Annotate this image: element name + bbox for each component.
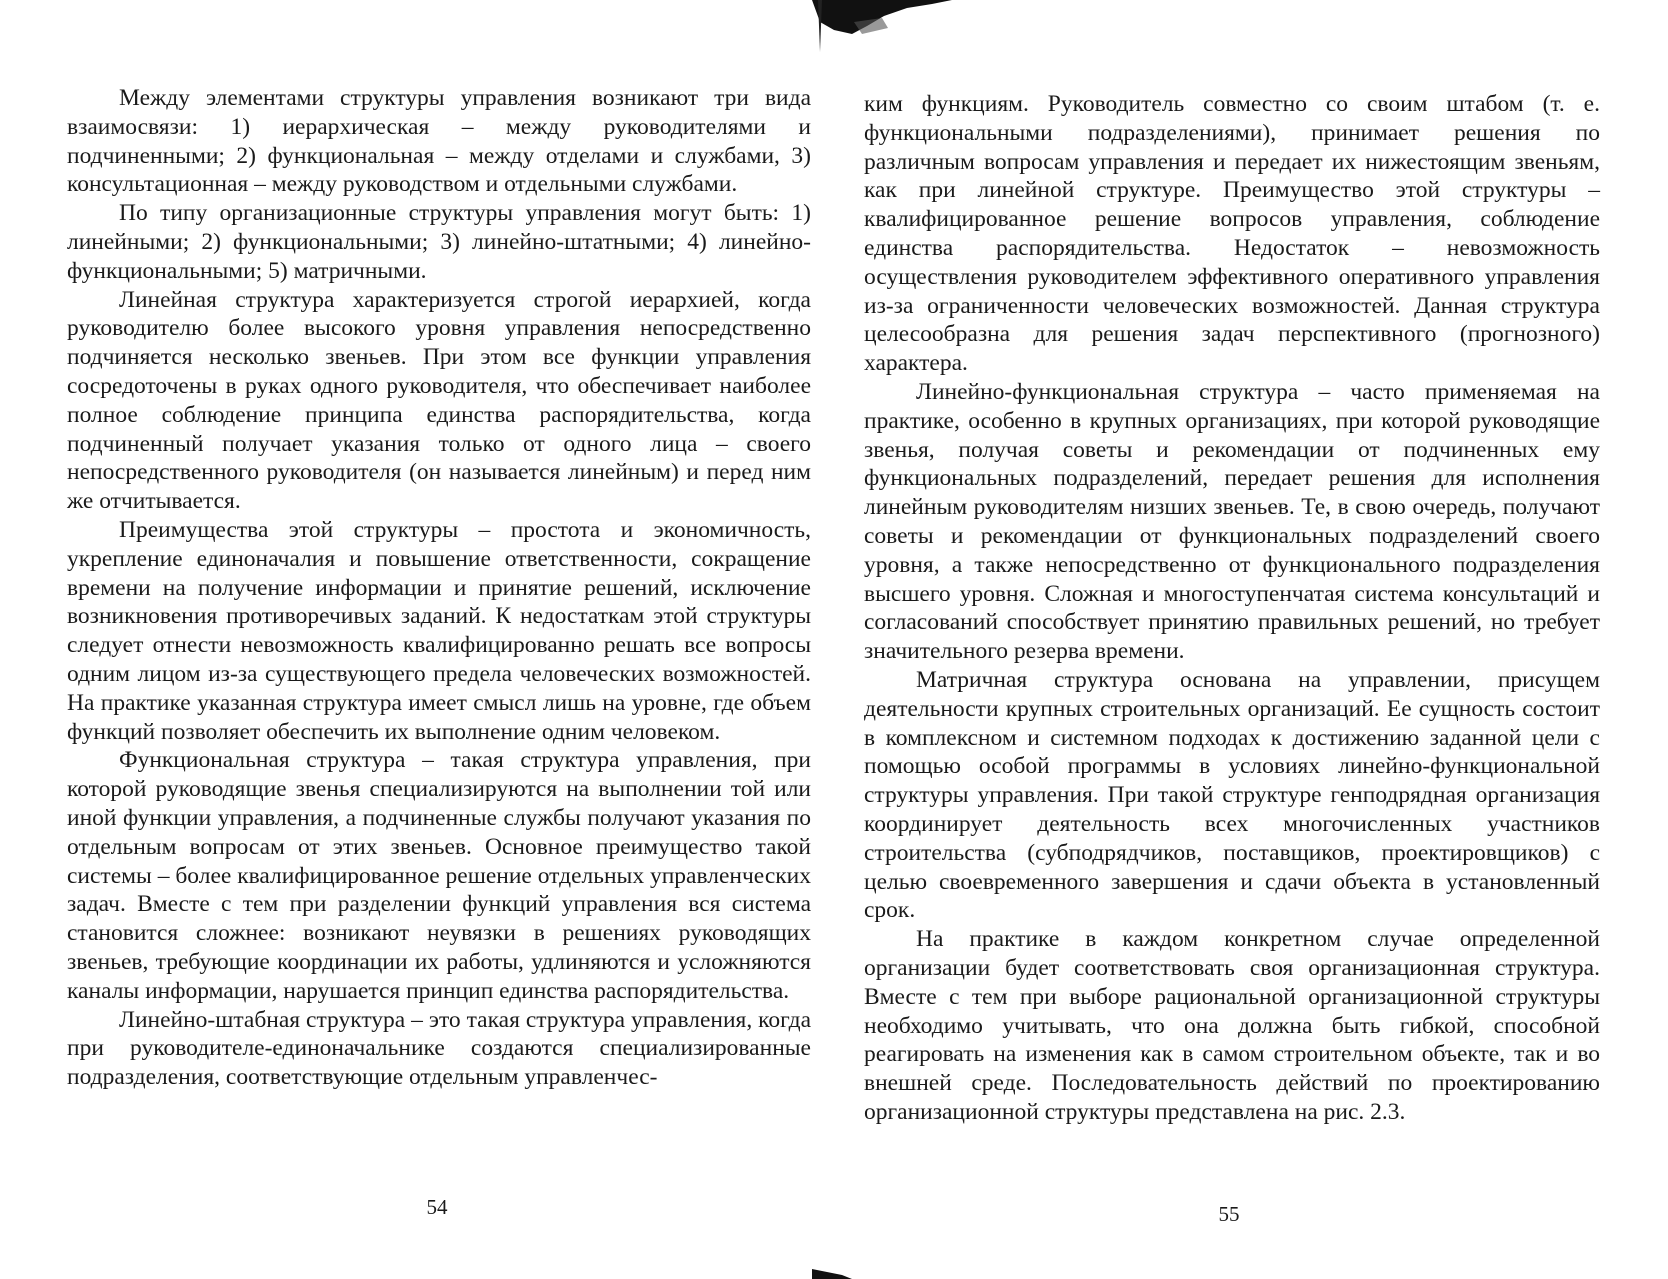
paragraph-continuation: ким функциям. Руководитель совместно со своим штабом (т. е. функциональными подразделениями), принимает решения по различным вопросам управления и передает их нижестоящим звеньям, как при линейной структуре. Преимущество этой структуры – квалифицированное решение вопросов управления, соблюдение единства распорядительства. Недостаток – невозможность осуществления руководителем эффективного оперативного управления из-за ограниченности человеческих возможностей. Данная структура целесообразна для решения задач перспективного (прогнозного) характера. bbox=[864, 91, 1600, 377]
paragraph: На практике в каждом конкретном случае определенной организации будет соответствовать своя организационная структура. Вместе с тем при выборе рациональной организационной структуры необходимо учитывать, что она должна быть гибкой, способной реагировать на изменения как в самом строительном объекте, так и во внешней среде. Последовательность действий по проектированию организационной структуры представлена на рис. 2.3. bbox=[864, 926, 1600, 1125]
paragraph: Линейно-штабная структура – это такая структура управления, когда при руководителе-единоначальнике создаются специализированные подразделения, соответствующие отдельным управленчес- bbox=[67, 1006, 811, 1091]
paragraph: Матричная структура основана на управлении, присущем деятельности крупных строительных организаций. Ее сущность состоит в комплексном и системном подходах к достижению заданной цели с помощью особой программы в условиях линейно-функциональной структуры управления. При такой структуре генподрядная организация координирует деятельность всех многочисленных участников строительства (субподрядчиков, поставщиков, проектировщиков) с целью своевременного завершения и сдачи объекта в установленный срок. bbox=[864, 666, 1600, 924]
page-number: 54 bbox=[426, 1195, 448, 1219]
paragraph: Преимущества этой структуры – простота и экономичность, укрепление единоначалия и повышение ответственности, сокращение времени на получение информации и принятие решений, исключение возникновения противоречивых заданий. К недостаткам этой структуры следует отнести невозможность квалифицированно решать все вопросы одним лицом из-за существующего предела человеческих возможностей. На практике указанная структура имеет смысл лишь на уровне, где объем функций позволяет обеспечить их выполнение одним человеком. bbox=[67, 516, 811, 745]
page-number: 55 bbox=[1218, 1202, 1240, 1226]
paragraph: Функциональная структура – такая структура управления, при которой руководящие звенья специализируются на выполнении той или иной функции управления, а подчиненные службы получают указания по отдельным вопросам от этих звеньев. Основное преимущество такой системы – более квалифицированное решение отдельных управленческих задач. Вместе с тем при разделении функций управления вся система становится сложнее: возникают неувязки в решениях руководящих звеньев, требующие координации их работы, удлиняются и усложняются каналы информации, нарушается принцип единства распорядительства. bbox=[67, 747, 811, 1004]
scan-artifact-bottom bbox=[812, 1266, 852, 1279]
paragraph: Линейная структура характеризуется строгой иерархией, когда руководителю более высокого уровня управления непосредственно подчиняется несколько звеньев. При этом все функции управления сосредоточены в руках одного руководителя, что обеспечивает наиболее полное соблюдение принципа единства распорядительства, когда подчиненный получает указания только от одного лица – своего непосредственного руководителя (он называется линейным) и перед ним же отчитывается. bbox=[67, 286, 811, 515]
paragraph: Между элементами структуры управления возникают три вида взаимосвязи: 1) иерархическая – между руководителями и подчиненными; 2) функциональная – между отделами и службами, 3) консультационная – между руководством и отдельными службами. bbox=[67, 85, 811, 198]
paragraph: По типу организационные структуры управления могут быть: 1) линейными; 2) функциональными; 3) линейно-штатными; 4) линейно-функциональными; 5) матричными. bbox=[67, 200, 811, 284]
right-page bbox=[834, 0, 1668, 1279]
paragraph: Линейно-функциональная структура – часто применяемая на практике, особенно в крупных организациях, при которой руководящие звенья, получая советы и рекомендации от подчиненных ему функциональных подразделений, передает решения для исполнения линейным руководителям низших звеньев. Те, в свою очередь, получают советы и рекомендации от функциональных подразделений своего уровня, а также непосредственно от функционального подразделения высшего уровня. Сложная и многоступенчатая система консультаций и согласований способствует принятию правильных решений, но требует значительного резерва времени. bbox=[864, 378, 1600, 665]
right-page-text bbox=[864, 90, 1600, 1127]
left-page-text bbox=[67, 84, 811, 1092]
